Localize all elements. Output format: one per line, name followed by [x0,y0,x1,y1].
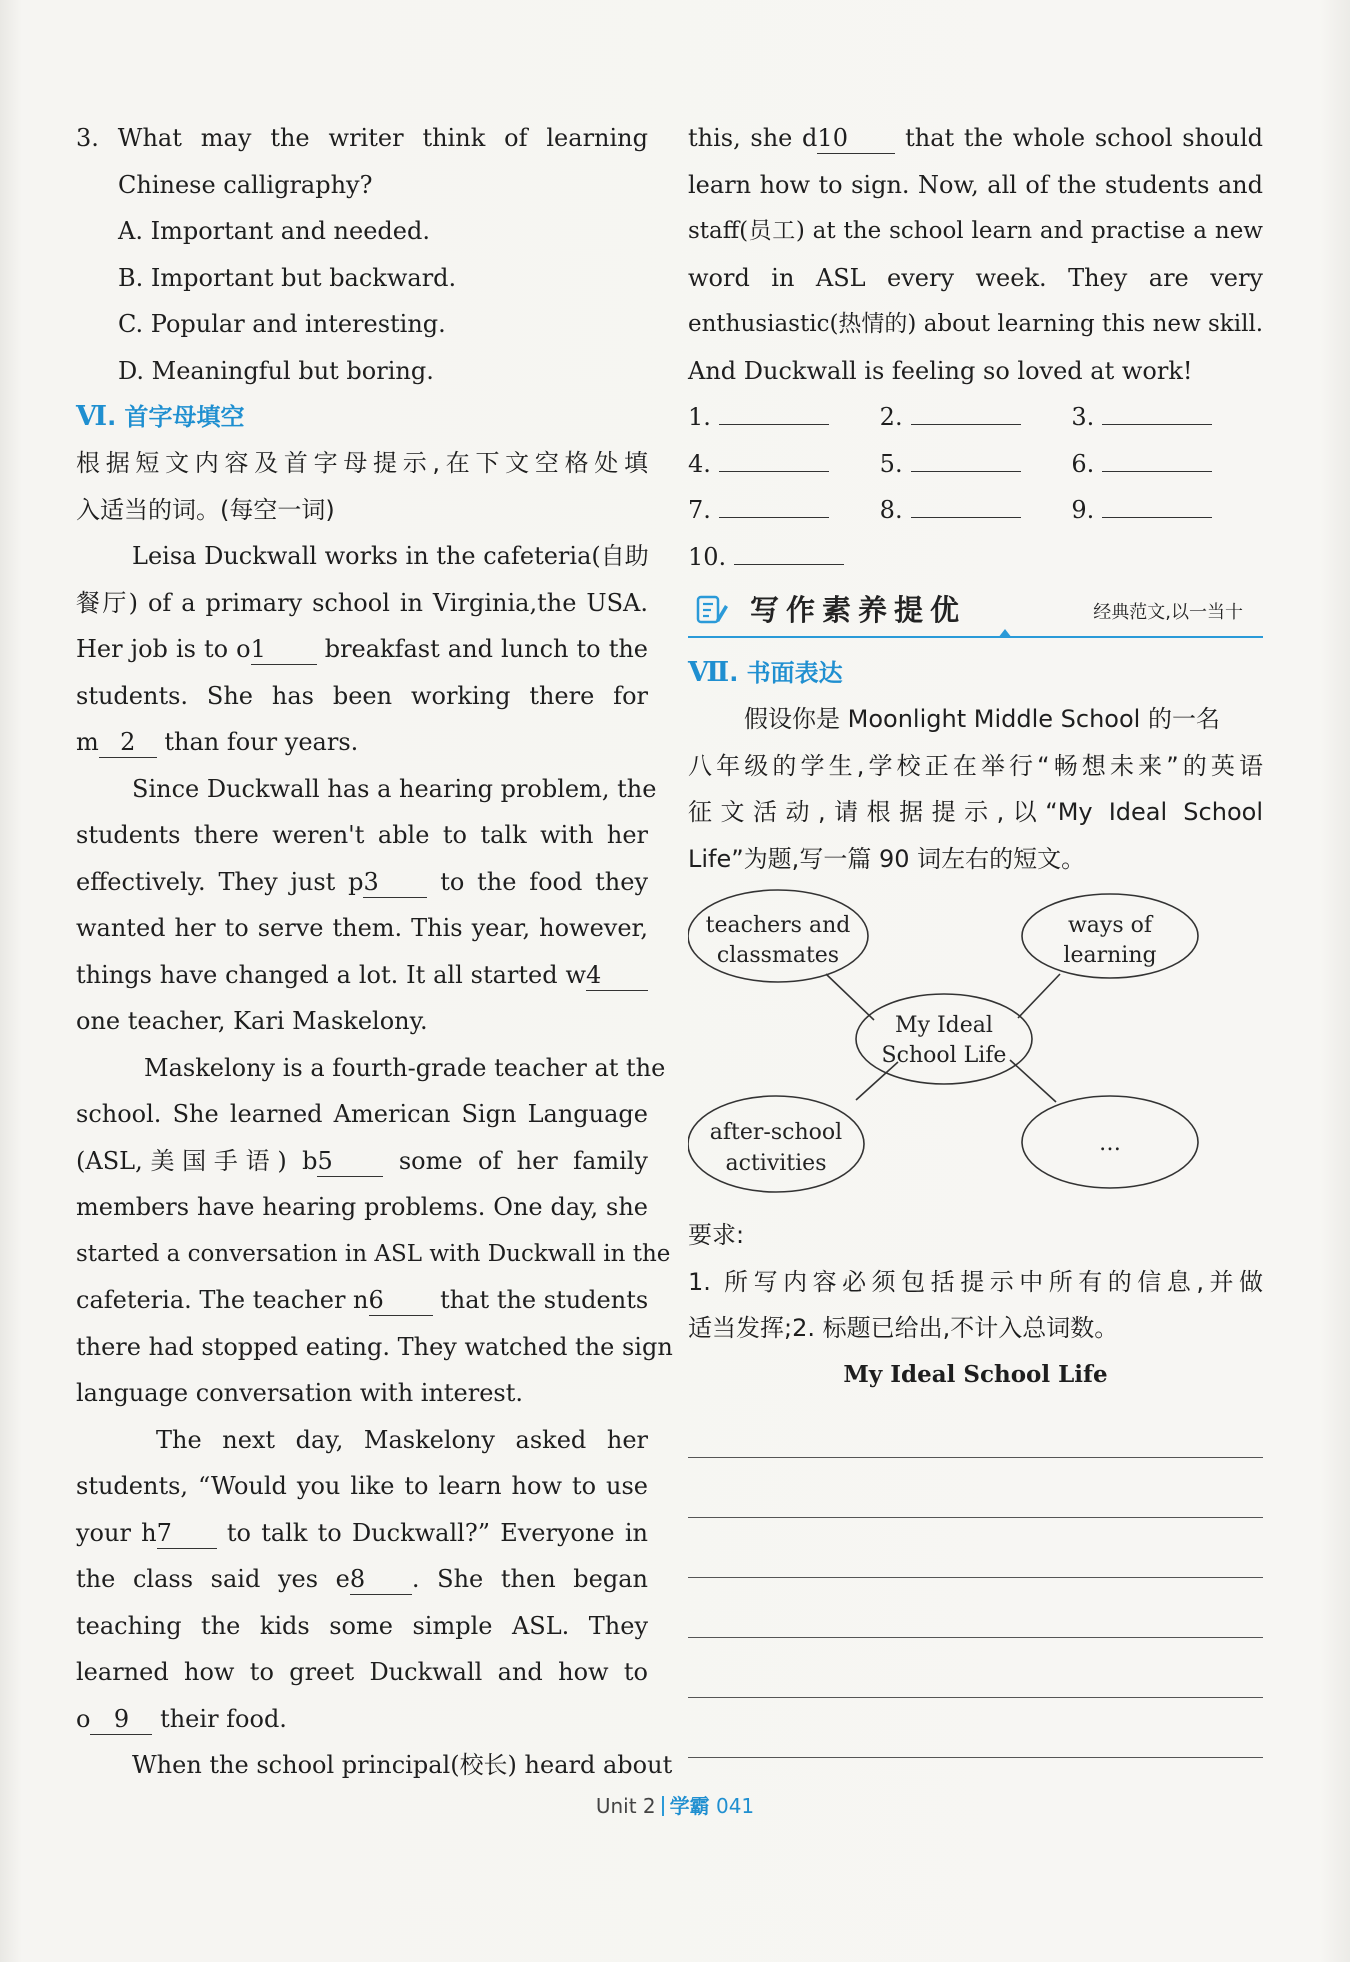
passage-line: Since Duckwall has a hearing problem, the [132,774,657,803]
passage-line: students, “Would you like to learn how to use [76,1472,648,1500]
q3-stem: 3. What may the writer think of learning [76,124,648,152]
mind-map-diagram [688,882,1263,1212]
q3-option-c: C. Popular and interesting. [118,310,446,338]
answer-row: 4. 5. 6. [688,441,1263,488]
section-6-instruction: 根据短文内容及首字母提示,在下文空格处填 [76,449,648,477]
mind-map [688,882,1263,1212]
passage-line: The next day, Maskelony asked her [156,1425,648,1454]
passage-line: learned how to greet Duckwall and how to [76,1658,648,1686]
passage-line: Maskelony is a fourth-grade teacher at the [144,1053,666,1082]
passage-line: students there weren't able to talk with her [76,821,648,849]
blank-9[interactable]: 9 [90,1704,152,1735]
passage-line: students. She has been working there for [76,681,648,710]
passage-line: word in ASL every week. They are very [688,263,1263,292]
answer-line-6[interactable] [1102,441,1212,472]
answer-row: 10. [688,534,1263,581]
left-column [76,115,673,1789]
blank-10[interactable]: 10 [817,123,895,154]
requirements-line: 1. 所写内容必须包括提示中所有的信息,并做 [688,1267,1263,1296]
blank-1[interactable]: 1 [251,634,317,665]
writing-line[interactable] [688,1698,1263,1758]
answer-area [688,394,1263,580]
answer-line-7[interactable] [719,487,829,518]
q3-stem-cont: Chinese calligraphy? [118,170,373,199]
passage-line: Her job is to o1 breakfast and lunch to the [76,635,648,663]
answer-line-4[interactable] [719,441,829,472]
bubble-text: … [1099,1131,1121,1156]
blank-2[interactable]: 2 [99,727,157,758]
section-6-numeral: Ⅵ [76,401,108,432]
writing-line[interactable] [688,1578,1263,1638]
banner-subtitle: 经典范文,以一当十 [1093,602,1243,623]
answer-row: 1. 2. 3. [688,394,1263,441]
notepad-pencil-icon [694,592,730,628]
passage-line: When the school principal(校长) heard about [132,1751,673,1779]
passage-line: started a conversation in ASL with Duckwall in the [76,1240,671,1267]
passage-line: enthusiastic(热情的) about learning this new skill. [688,311,1264,337]
answer-line-5[interactable] [911,441,1021,472]
bubble-text: after-school [709,1120,843,1145]
passage-line: members have hearing problems. One day, she [76,1193,648,1221]
bubble-text: activities [725,1151,827,1176]
passage-line: And Duckwall is feeling so loved at work! [688,356,1193,385]
passage-line: 餐厅) of a primary school in Virginia,the USA. [76,588,648,617]
essay-title: My Ideal School Life [843,1360,1108,1388]
prompt-line: 征文活动,请根据提示,以“My Ideal School [688,798,1263,826]
writing-lines [688,1398,1263,1758]
brand-label: 学霸 [669,1794,710,1818]
connector-line [826,974,874,1020]
page-footer [0,1790,1350,1819]
page-number: 041 [715,1794,755,1818]
bubble-text: teachers and [705,913,851,938]
blank-6[interactable]: 6 [369,1285,433,1316]
answer-line-8[interactable] [911,487,1021,518]
writing-line[interactable] [688,1458,1263,1518]
blank-5[interactable]: 5 [317,1146,383,1177]
section-7-title: . 书面表达 [729,659,843,687]
writing-line[interactable] [688,1398,1263,1458]
prompt-line: 假设你是 Moonlight Middle School 的一名 [744,705,1220,733]
bubble-text: learning [1063,943,1157,968]
bubble-text: ways of [1067,913,1153,938]
passage-line: wanted her to serve them. This year, however, [76,914,648,942]
writing-line[interactable] [688,1518,1263,1578]
requirements-line: 适当发挥;2. 标题已给出,不计入总词数。 [688,1314,1119,1342]
answer-line-3[interactable] [1102,394,1212,425]
passage-line: cafeteria. The teacher n6 that the students [76,1286,649,1314]
blank-3[interactable]: 3 [363,867,427,898]
prompt-line: Life”为题,写一篇 90 词左右的短文。 [688,844,1086,873]
passage-line: o 9 their food. [76,1704,287,1733]
passage-line: your h7 to talk to Duckwall?” Everyone in [76,1518,648,1547]
q3-option-a: A. Important and needed. [118,217,430,245]
writing-banner [688,586,1263,638]
center-text: School Life [881,1043,1007,1068]
section-6-title: . 首字母填空 [107,403,245,431]
answer-line-10[interactable] [734,534,844,565]
passage-line: learn how to sign. Now, all of the students and [688,170,1263,199]
passage-line: language conversation with interest. [76,1379,524,1407]
passage-line: things have changed a lot. It all started w4 [76,952,648,999]
section-7-numeral: Ⅶ [688,657,730,688]
connector-line [1010,1060,1056,1102]
passage-line: teaching the kids some simple ASL. They [76,1611,648,1640]
answer-line-1[interactable] [719,394,829,425]
answer-line-2[interactable] [911,394,1021,425]
center-bubble [856,994,1032,1084]
blank-7[interactable]: 7 [157,1518,217,1549]
blank-8[interactable]: 8 [350,1564,412,1595]
answer-line-9[interactable] [1102,487,1212,518]
writing-line[interactable] [688,1638,1263,1698]
section-6-instruction-cont: 入适当的词。(每空一词) [76,495,335,524]
passage-line: Leisa Duckwall works in the cafeteria(自助 [132,542,649,570]
passage-line: effectively. They just p3 to the food they [76,867,649,896]
connector-line [1018,974,1060,1018]
passage-line: m 2 than four years. [76,728,359,756]
banner-title: 写作素养提优 [750,593,967,627]
banner-marker [998,629,1012,638]
unit-label: Unit 2 [595,1794,656,1818]
requirements-label: 要求: [688,1221,745,1249]
bubble-text: classmates [716,943,840,968]
prompt-line: 八年级的学生,学校正在举行“畅想未来”的英语 [688,751,1263,780]
q3-option-d: D. Meaningful but boring. [118,356,434,385]
passage-line: (ASL,美国手语) b5 some of her family [76,1146,648,1175]
section-7-heading [688,650,1263,696]
section-6-heading [76,394,648,440]
right-column [688,115,1263,1758]
passage-line: school. She learned American Sign Language [76,1100,648,1128]
center-text: My Ideal [895,1013,993,1038]
q3-option-b: B. Important but backward. [118,263,457,292]
passage-line: this, she d10 that the whole school should [688,124,1263,152]
passage-line: the class said yes e8 . She then began [76,1565,649,1593]
passage-line: one teacher, Kari Maskelony. [76,1007,428,1035]
blank-4[interactable]: 4 [586,960,648,991]
passage-line: there had stopped eating. They watched the sign [76,1332,673,1361]
footer-divider [662,1796,664,1816]
passage-line: staff(员工) at the school learn and practise a new [688,218,1263,244]
answer-row: 7. 8. 9. [688,487,1263,534]
